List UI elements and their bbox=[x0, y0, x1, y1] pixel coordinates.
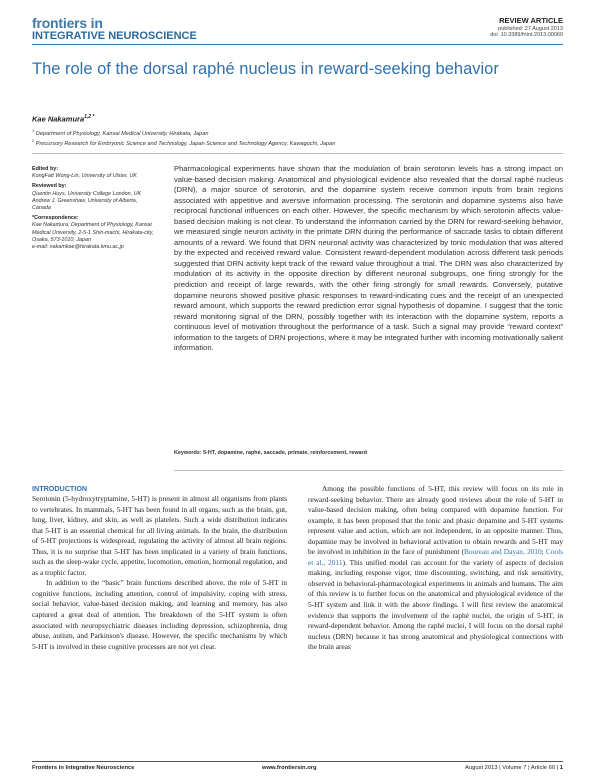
author-name[interactable]: Kae Nakamura bbox=[32, 114, 85, 124]
reviewed-by-label: Reviewed by: bbox=[32, 183, 67, 190]
citation-separator: ; bbox=[541, 547, 546, 557]
citation-boureau-dayan[interactable]: Boureau and Dayan, 2010 bbox=[464, 547, 542, 557]
affiliation-1-text: Department of Physiology, Kansai Medical University, Hirakata, Japan bbox=[35, 130, 209, 137]
paragraph-3-b: ). This unified model can account for the variety of aspects of decision making, including response vigor, time discounting, switching, and risk sensitivity, observed in behavioral-pharmacological experiments in animals and humans. The aim of this review is to further focus on the anatomical and physiological evidence of the 5-HT system and link it with the above findings. I will first review the anatomical evidence that supports the involvement of the raphé nuclei, the origin of 5-HT, in reward-dependent behavior. Among the raphé nuclei, I will focus on the dorsal raphé nucleus (DRN) because it has strong anatomical and physiological connections with the brain areas bbox=[308, 557, 563, 652]
footer-page: 1 bbox=[559, 765, 563, 771]
keywords bbox=[174, 450, 563, 456]
correspondence: Kae Nakamura, Department of Physiology, Kansai Medical University, 2-5-1 Shin-machi, Hirakata-city, Osaka, 573-1010, Japan bbox=[32, 222, 154, 243]
affiliation-rule bbox=[32, 153, 563, 154]
email[interactable]: e-mail: nakamkae@hirakata.kmu.ac.jp bbox=[32, 244, 124, 251]
body-column-2 bbox=[308, 484, 563, 653]
article-title: The role of the dorsal raphé nucleus in reward-seeking behavior bbox=[32, 60, 499, 78]
reviewer-2: Andrew J. Greenshaw, University of Alberta, Canada bbox=[32, 197, 138, 212]
paragraph-1: Serotonin (5-hydroxytryptamine, 5-HT) is present in almost all organisms from plants to vertebrates. In mammals, 5-HT has been found in all organs, such as the brain, gut, lung, liver, kidney, and skin, as well as platelets. Such a wide distribution indicates that 5-HT is an essential chemical for all living animals. In the brain, the distribution of 5-HT projections is widespread, regulating the activity of almost all brain regions. Thus, it is no surprise that 5-HT has been implicated in a variety of brain functions, such as the sleep-wake cycle, appetite, locomotion, emotion, hormonal regulation, and as a trophic factor. bbox=[32, 494, 287, 577]
footer-url[interactable]: www.frontiersin.org bbox=[262, 765, 317, 771]
brand-journal-name: INTEGRATIVE NEUROSCIENCE bbox=[32, 30, 197, 42]
keywords-label: Keywords: bbox=[174, 450, 202, 456]
doi[interactable]: doi: 10.3389/fnint.2013.00060 bbox=[490, 31, 563, 38]
paragraph-3 bbox=[308, 484, 563, 653]
author-superscript: 1,2 * bbox=[84, 114, 95, 120]
journal-logo bbox=[32, 16, 197, 42]
section-heading-introduction: INTRODUCTION bbox=[32, 484, 88, 493]
footer-issue-text: August 2013 | Volume 7 | Article 60 | bbox=[465, 765, 560, 771]
reviewer-1: Quentin Huys, University College London, UK bbox=[32, 190, 142, 197]
affiliation-2: $^2$ Precursory Research for Embryonic Science and Technology, Japan Science and Technology Agency, Kawaguchi, Japan bbox=[32, 138, 336, 147]
body-column-1 bbox=[32, 484, 287, 652]
edited-by-label: Edited by: bbox=[32, 166, 59, 172]
citation-cools[interactable]: Cools et al., 2011 bbox=[308, 547, 563, 567]
author-line bbox=[32, 114, 94, 124]
affiliation-2-text: Precursory Research for Embryonic Science and Technology, Japan Science and Technology Agency, Kawaguchi, Japan bbox=[35, 140, 336, 147]
header-rule bbox=[32, 44, 563, 45]
correspondence-label: *Correspondence: bbox=[32, 215, 79, 222]
brand-frontiers: frontiers in bbox=[32, 15, 103, 31]
paragraph-3-a: Among the possible functions of 5-HT, this review will focus on its role in reward-seeking behavior. There are already good reviews about the role of 5-HT in value-based decision making, often being compared with dopamine function. For example, it has been proposed that the tonic and phasic dopamine and 5-HT systems represent value and action, which are not independent, in an opposite manner. Thus, dopamine may be involved in behavioral activation to obtain rewards and 5-HT may be involved in inhibition in the face of punishment ( bbox=[308, 484, 563, 557]
abstract: Pharmacological experiments have shown that the modulation of brain serotonin levels has a strong impact on value-based decision making. Anatomical and physiological evidence also revealed that the dorsal raphé nucleus (DRN), a major source of serotonin, and the dopamine system receive common inputs from brain regions associated with appetitive and aversive information processing. The serotonin and dopamine systems also have reciprocal functional influences on each other. However, the specific mechanism by which serotonin affects value-based decision making is not clear. To understand the information carried by the DRN for reward-seeking behavior, we measured single neuron activity in the primate DRN during the performance of saccade tasks to obtain different amounts of a reward. We found that DRN neuronal activity was characterized by tonic modulation that was altered by the expected and received reward value. Consistent reward-dependent modulation across different task periods suggested that DRN activity kept track of the reward value throughout a trial. The DRN was also characterized by modulation of its activity in the opposite direction by different neuronal subgroups, one firing strongly for the prediction and receipt of large rewards, with the other firing strongly for small rewards. Conversely, putative dopamine neurons showed positive phasic responses to reward-indicating cues and the receipt of an unexpected reward amount, which supports the reward prediction error signal hypothesis of dopamine. I suggest that the tonic reward monitoring signal of the DRN, possibly together with its interaction with the dopamine system, reports a continuous level of motivation throughout the performance of a task. Such a signal may provide “reward context” information to the targets of DRN projections, where it may be integrated further with incoming motivationally salient information. bbox=[174, 164, 563, 353]
article-type: REVIEW ARTICLE bbox=[499, 16, 563, 25]
footer-rule bbox=[32, 761, 563, 762]
published-date: published: 27 August 2013 bbox=[498, 25, 563, 32]
paragraph-2: In addition to the “basic” brain functions described above, the role of 5-HT in cognitive functions, including attention, control of impulsivity, coping with stress, social behavior, value-based decision making, and learning and memory, has also captured a great deal of attention. The breakdown of the 5-HT system is often associated with neuropsychiatric diseases including depression, schizophrenia, drug abuse, autism, and Parkinson's disease. However, the specific mechanisms by which 5-HT is involved in these cognitive processes are not yet clear. bbox=[32, 578, 287, 651]
article-meta bbox=[490, 17, 563, 38]
sidebar-info bbox=[32, 166, 157, 251]
footer-journal: Frontiers in Integrative Neuroscience bbox=[32, 765, 135, 771]
keywords-list: 5-HT, dopamine, raphé, saccade, primate, reinforcement, reward bbox=[203, 450, 367, 456]
affiliation-1: $^1$ Department of Physiology, Kansai Medical University, Hirakata, Japan bbox=[32, 128, 209, 137]
footer-issue bbox=[465, 765, 563, 771]
editor: KongFatt Wong-Lin, University of Ulster, UK bbox=[32, 173, 137, 180]
keywords-rule bbox=[174, 470, 563, 471]
